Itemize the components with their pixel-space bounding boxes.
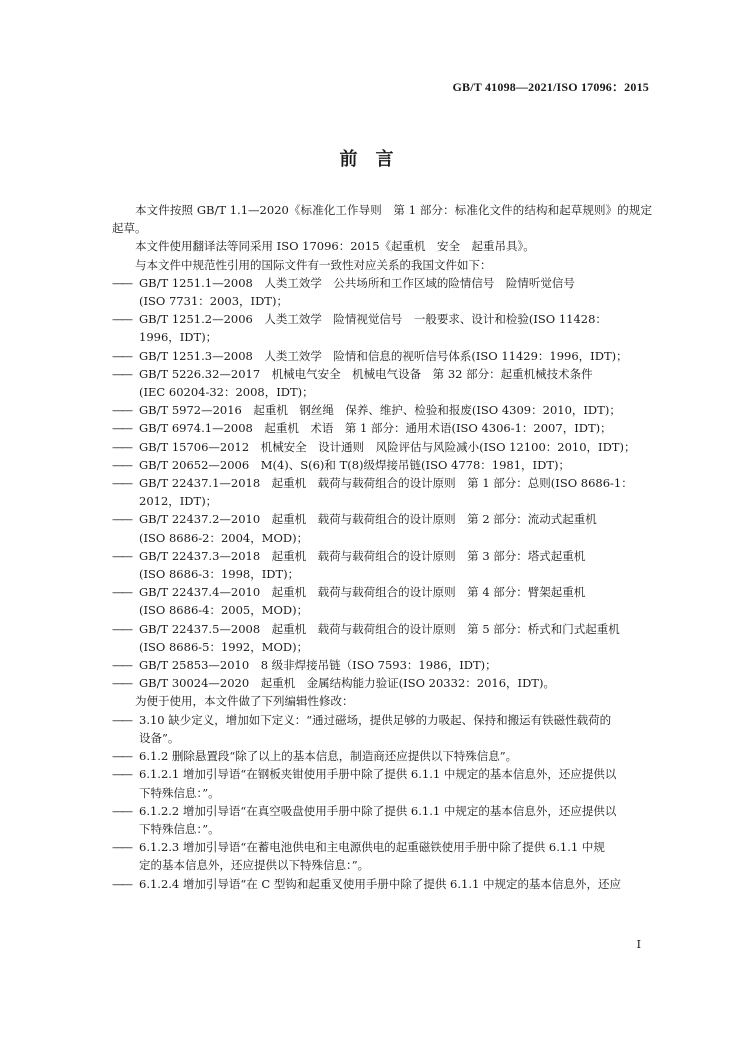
- reference-item: [112, 510, 652, 546]
- reference-item: [112, 547, 652, 583]
- dash-marker: ——: [112, 366, 131, 381]
- reference-item-text: [139, 583, 652, 619]
- text-line: 6.1.2.1 增加引导语“在钢板夹钳使用手册中除了提供 6.1.1 中规定的基本信息外，还应提供以: [139, 767, 617, 782]
- edit-item: [112, 747, 652, 765]
- dash-marker: ——: [112, 658, 131, 673]
- text-line: 1996，IDT)；: [139, 330, 218, 345]
- page-number: I: [636, 938, 641, 951]
- dash-marker: ——: [112, 476, 131, 491]
- edit-item: [112, 765, 652, 801]
- document-code: GB/T 41098—2021/ISO 17096：2015: [452, 80, 649, 94]
- dash-marker: ——: [112, 767, 131, 782]
- dash-marker: ——: [112, 803, 131, 818]
- intro-paragraph: 本文件按照 GB/T 1.1—2020《标准化工作导则 第 1 部分：标准化文件的结构和起草规则》的规定起草。: [112, 203, 652, 236]
- text-line: (ISO 8686-4：2005，MOD)；: [139, 603, 309, 618]
- text-line: GB/T 30024—2020 起重机 金属结构能力验证(ISO 20332：2016，IDT)。: [139, 676, 555, 691]
- reference-item-text: [139, 401, 652, 419]
- reference-item: [112, 674, 652, 692]
- reference-item: [112, 583, 652, 619]
- foreword-body: [112, 201, 652, 893]
- intro-section: [112, 201, 652, 274]
- text-line: GB/T 25853—2010 8 级非焊接吊链（ISO 7593：1986，IDT)；: [139, 658, 497, 673]
- text-line: GB/T 1251.2—2006 人类工效学 险情视觉信号 一般要求、设计和检验(ISO 11428：: [139, 312, 607, 327]
- reference-item: [112, 620, 652, 656]
- reference-list: [112, 274, 652, 693]
- text-line: GB/T 22437.2—2010 起重机 载荷与载荷组合的设计原则 第 2 部分：流动式起重机: [139, 512, 597, 527]
- text-line: (ISO 8686-2：2004，MOD)；: [139, 530, 309, 545]
- reference-item-text: [139, 547, 652, 583]
- reference-item: [112, 274, 652, 310]
- dash-marker: ——: [112, 439, 131, 454]
- reference-item: [112, 419, 652, 437]
- text-line: 下特殊信息：”。: [139, 785, 220, 800]
- intro-paragraph: 与本文件中规范性引用的国际文件有一致性对应关系的我国文件如下：: [135, 257, 492, 272]
- reference-item-text: [139, 419, 652, 437]
- reference-item: [112, 438, 652, 456]
- edit-item-text: [139, 875, 652, 893]
- text-line: GB/T 1251.1—2008 人类工效学 公共场所和工作区域的险情信号 险情听觉信号: [139, 275, 575, 290]
- text-line: 6.1.2 删除悬置段“除了以上的基本信息，制造商还应提供以下特殊信息”。: [139, 749, 518, 764]
- reference-item: [112, 347, 652, 365]
- dash-marker: ——: [112, 275, 131, 290]
- dash-marker: ——: [112, 348, 131, 363]
- text-line: (ISO 8686-3：1998，IDT)；: [139, 567, 300, 582]
- reference-item-text: [139, 438, 652, 456]
- dash-marker: ——: [112, 840, 131, 855]
- text-line: 3.10 缺少定义，增加如下定义：“通过磁场，提供足够的力吸起、保持和搬运有铁磁性载荷的: [139, 712, 612, 727]
- dash-marker: ——: [112, 676, 131, 691]
- text-line: GB/T 22437.4—2010 起重机 载荷与载荷组合的设计原则 第 4 部分：臂架起重机: [139, 585, 586, 600]
- reference-item-text: [139, 274, 652, 310]
- edit-item: [112, 838, 652, 874]
- text-line: 定的基本信息外，还应提供以下特殊信息：”。: [139, 858, 370, 873]
- dash-marker: ——: [112, 585, 131, 600]
- text-line: 6.1.2.2 增加引导语“在真空吸盘使用手册中除了提供 6.1.1 中规定的基本信息外，还应提供以: [139, 803, 617, 818]
- edit-item-text: [139, 838, 652, 874]
- text-line: 6.1.2.3 增加引导语“在蓄电池供电和主电源供电的起重磁铁使用手册中除了提供 6.1.1 中规: [139, 840, 605, 855]
- dash-marker: ——: [112, 749, 131, 764]
- text-line: GB/T 15706—2012 机械安全 设计通则 风险评估与风险减小(ISO 12100：2010，IDT)；: [139, 439, 636, 454]
- reference-item-text: [139, 456, 652, 474]
- dash-marker: ——: [112, 548, 131, 563]
- edits-intro: 为便于使用，本文件做了下列编辑性修改：: [135, 694, 354, 709]
- reference-item-text: [139, 510, 652, 546]
- edit-item-text: [139, 711, 652, 747]
- reference-item: [112, 456, 652, 474]
- edit-item: [112, 802, 652, 838]
- edit-list: [112, 711, 652, 893]
- reference-item-text: [139, 656, 652, 674]
- dash-marker: ——: [112, 621, 131, 636]
- text-line: GB/T 1251.3—2008 人类工效学 险情和信息的视听信号体系(ISO 11429：1996，IDT)；: [139, 348, 628, 363]
- dash-marker: ——: [112, 512, 131, 527]
- reference-item-text: [139, 620, 652, 656]
- edit-item-text: [139, 802, 652, 838]
- reference-item: [112, 365, 652, 401]
- reference-item: [112, 474, 652, 510]
- reference-item-text: [139, 474, 652, 510]
- text-line: GB/T 5226.32—2017 机械电气安全 机械电气设备 第 32 部分：起重机械技术条件: [139, 366, 593, 381]
- text-line: GB/T 20652—2006 M(4)、S(6)和 T(8)级焊接吊链(ISO 4778：1981，IDT)；: [139, 457, 570, 472]
- reference-item-text: [139, 310, 652, 346]
- text-line: GB/T 22437.5—2008 起重机 载荷与载荷组合的设计原则 第 5 部分：桥式和门式起重机: [139, 621, 620, 636]
- reference-item: [112, 310, 652, 346]
- intro-paragraph: 本文件使用翻译法等同采用 ISO 17096：2015《起重机 安全 起重吊具》。: [135, 239, 535, 254]
- text-line: GB/T 22437.3—2018 起重机 载荷与载荷组合的设计原则 第 3 部分：塔式起重机: [139, 548, 586, 563]
- dash-marker: ——: [112, 421, 131, 436]
- text-line: GB/T 22437.1—2018 起重机 载荷与载荷组合的设计原则 第 1 部分：总则(ISO 8686-1：: [139, 476, 633, 491]
- reference-item-text: [139, 674, 652, 692]
- dash-marker: ——: [112, 312, 131, 327]
- text-line: (IEC 60204-32：2008，IDT)；: [139, 385, 314, 400]
- text-line: GB/T 6974.1—2008 起重机 术语 第 1 部分：通用术语(ISO 4306-1：2007，IDT)；: [139, 421, 612, 436]
- text-line: 下特殊信息：”。: [139, 821, 220, 836]
- text-line: 2012，IDT)；: [139, 494, 218, 509]
- reference-item-text: [139, 347, 652, 365]
- page-title: 前 言: [339, 149, 394, 170]
- dash-marker: ——: [112, 403, 131, 418]
- dash-marker: ——: [112, 457, 131, 472]
- reference-item: [112, 656, 652, 674]
- dash-marker: ——: [112, 712, 131, 727]
- edit-item: [112, 875, 652, 893]
- edit-item-text: [139, 765, 652, 801]
- text-line: (ISO 7731：2003，IDT)；: [139, 294, 288, 309]
- text-line: 6.1.2.4 增加引导语“在 C 型钩和起重叉使用手册中除了提供 6.1.1 中规定的基本信息外，还应: [139, 876, 621, 891]
- edit-item-text: [139, 747, 652, 765]
- reference-item-text: [139, 365, 652, 401]
- edit-item: [112, 711, 652, 747]
- dash-marker: ——: [112, 876, 131, 891]
- reference-item: [112, 401, 652, 419]
- text-line: GB/T 5972—2016 起重机 钢丝绳 保养、维护、检验和报废(ISO 4309：2010，IDT)；: [139, 403, 621, 418]
- text-line: (ISO 8686-5：1992，MOD)；: [139, 639, 309, 654]
- text-line: 设备”。: [139, 730, 180, 745]
